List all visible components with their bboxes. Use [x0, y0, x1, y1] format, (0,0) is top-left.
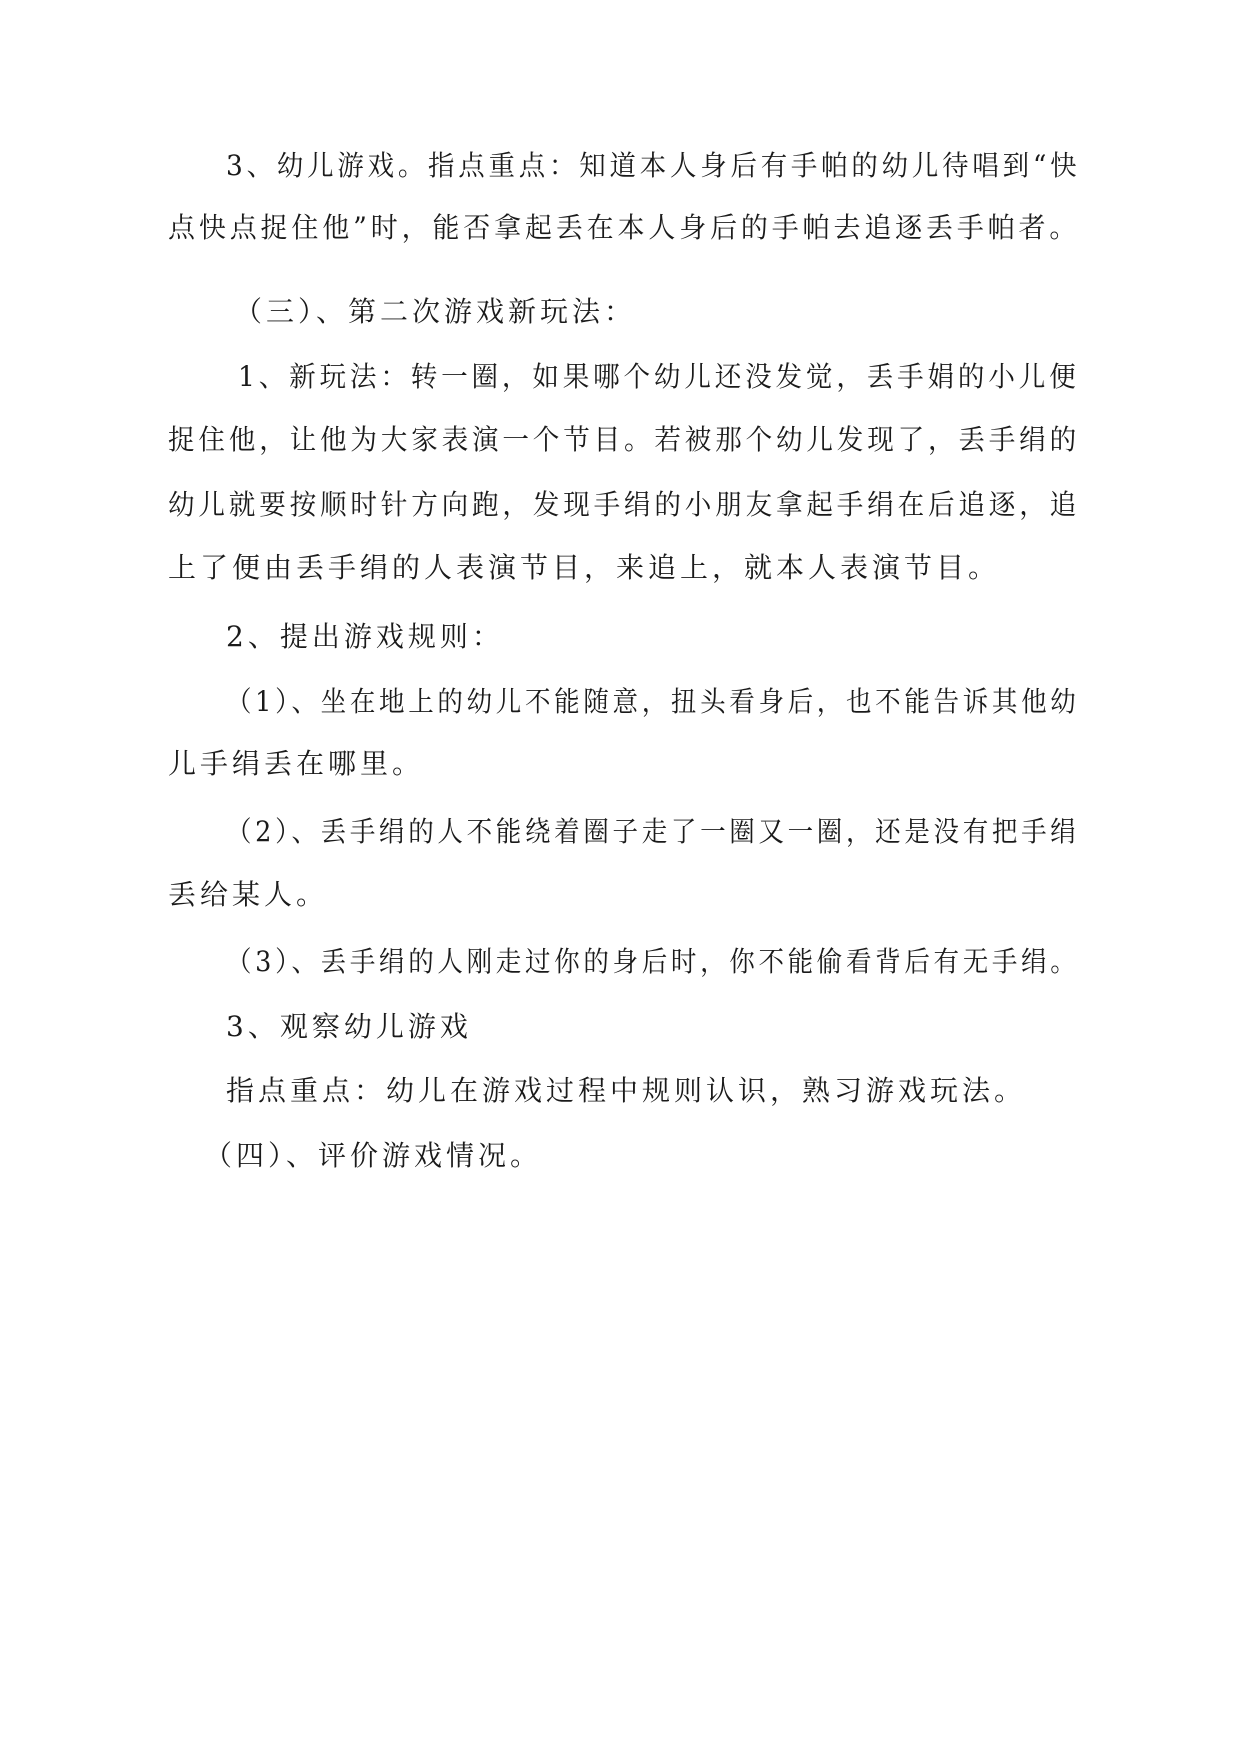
text-line: （3）、丢手绢的人刚走过你的身后时，你不能偷看背后有无手绢。 [226, 945, 1080, 978]
text-line: 儿手绢丢在哪里。 [168, 747, 425, 780]
section-heading: （三）、第二次游戏新玩法： [234, 295, 637, 328]
text-line: 幼儿就要按顺时针方向跑，发现手绢的小朋友拿起手绢在后追逐，追 [168, 488, 1081, 521]
text-line: 3、幼儿游戏。指点重点：知道本人身后有手帕的幼儿待唱到“快 [226, 149, 1081, 182]
text-line: 捉住他，让他为大家表演一个节目。若被那个幼儿发现了，丢手绢的 [168, 423, 1081, 456]
section-heading: （四）、评价游戏情况。 [204, 1139, 543, 1172]
text-line: 指点重点：幼儿在游戏过程中规则认识，熟习游戏玩法。 [226, 1074, 1027, 1107]
text-line: （2）、丢手绢的人不能绕着圈子走了一圈又一圈，还是没有把手绢 [226, 815, 1080, 848]
text-line: 点快点捉住他”时，能否拿起丢在本人身后的手帕去追逐丢手帕者。 [168, 211, 1081, 244]
text-line: 3、观察幼儿游戏 [226, 1010, 472, 1043]
text-line: 2、提出游戏规则： [226, 620, 504, 653]
text-line: 1、新玩法：转一圈，如果哪个幼儿还没发觉，丢手娟的小儿便 [238, 360, 1080, 393]
text-line: 丢给某人。 [168, 878, 329, 911]
text-line: 上了便由丢手绢的人表演节目，来追上，就本人表演节目。 [168, 551, 1001, 584]
text-line: （1）、坐在地上的幼儿不能随意，扭头看身后，也不能告诉其他幼 [226, 685, 1080, 718]
